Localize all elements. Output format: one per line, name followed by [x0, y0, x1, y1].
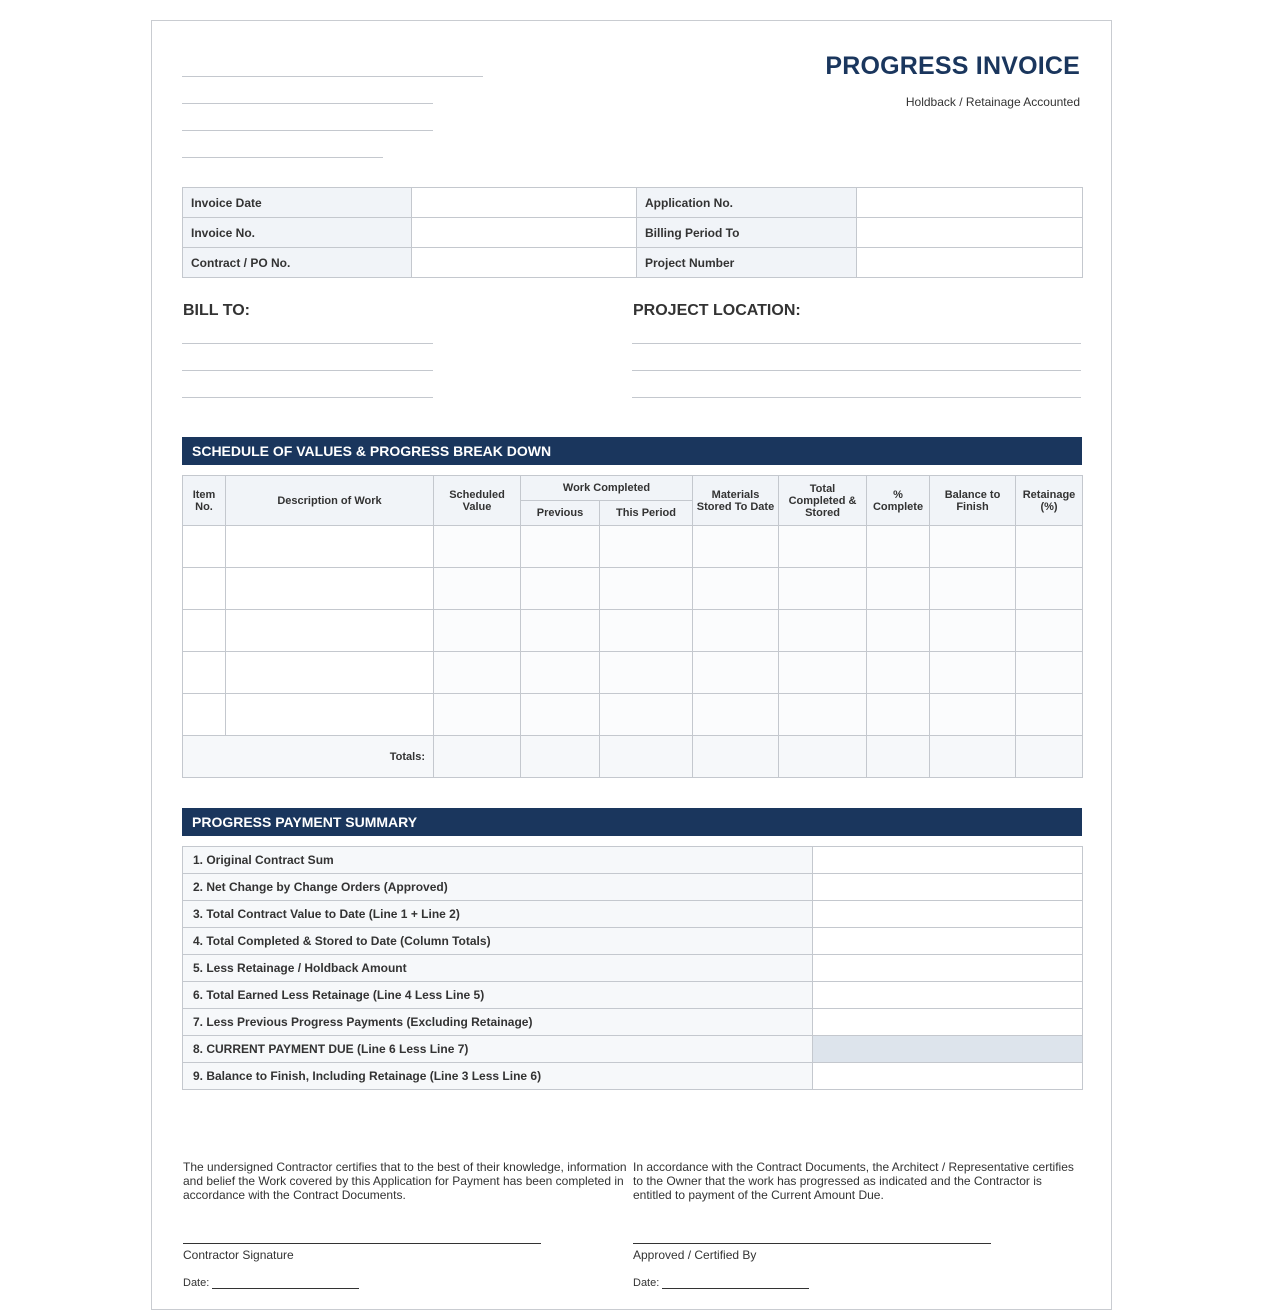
cell-previous[interactable]: [521, 694, 600, 736]
company-name-line[interactable]: [182, 76, 483, 77]
project-location-line-2[interactable]: [632, 370, 1081, 371]
summary-label: 5. Less Retainage / Holdback Amount: [183, 955, 813, 982]
invoice-info-table: [182, 187, 1083, 278]
info-label: Billing Period To: [637, 218, 857, 248]
total-retainage[interactable]: [1016, 736, 1083, 778]
table-row: [183, 526, 1083, 568]
info-field-invoice-date[interactable]: [412, 188, 637, 218]
cell-total-completed[interactable]: [779, 694, 867, 736]
summary-label: 3. Total Contract Value to Date (Line 1 + Line 2): [183, 901, 813, 928]
cell-previous[interactable]: [521, 610, 600, 652]
total-completed[interactable]: [779, 736, 867, 778]
col-previous: Previous: [521, 501, 600, 526]
total-percent-complete[interactable]: [867, 736, 930, 778]
cell-previous[interactable]: [521, 526, 600, 568]
cell-description[interactable]: [226, 568, 434, 610]
cell-this-period[interactable]: [600, 694, 693, 736]
summary-label: 4. Total Completed & Stored to Date (Column Totals): [183, 928, 813, 955]
info-label: Application No.: [637, 188, 857, 218]
cell-total-completed[interactable]: [779, 568, 867, 610]
info-label: Invoice Date: [183, 188, 412, 218]
document-title: PROGRESS INVOICE: [825, 52, 1080, 80]
cell-total-completed[interactable]: [779, 610, 867, 652]
col-retainage: Retainage (%): [1016, 476, 1083, 526]
cell-this-period[interactable]: [600, 610, 693, 652]
table-row: [183, 694, 1083, 736]
bill-to-line-1[interactable]: [182, 343, 433, 344]
table-row: [183, 610, 1083, 652]
total-this-period[interactable]: [600, 736, 693, 778]
cell-retainage[interactable]: [1016, 694, 1083, 736]
cell-total-completed[interactable]: [779, 526, 867, 568]
info-label: Project Number: [637, 248, 857, 278]
col-description: Description of Work: [226, 476, 434, 526]
cell-scheduled-value[interactable]: [434, 610, 521, 652]
cell-retainage[interactable]: [1016, 526, 1083, 568]
total-scheduled-value[interactable]: [434, 736, 521, 778]
company-address-line-2[interactable]: [182, 130, 433, 131]
contractor-signature-label: Contractor Signature: [183, 1248, 294, 1262]
totals-row: [183, 736, 1083, 778]
summary-label: 9. Balance to Finish, Including Retainage (Line 3 Less Line 6): [183, 1063, 813, 1090]
schedule-of-values-table: [182, 475, 1083, 778]
cell-materials-stored[interactable]: [693, 568, 779, 610]
approver-date-line[interactable]: [662, 1288, 809, 1289]
cell-percent-complete[interactable]: [867, 610, 930, 652]
summary-value-original-contract-sum[interactable]: [813, 847, 1083, 874]
col-total-completed: Total Completed & Stored: [779, 476, 867, 526]
cell-retainage[interactable]: [1016, 610, 1083, 652]
summary-label: 6. Total Earned Less Retainage (Line 4 Less Line 5): [183, 982, 813, 1009]
total-balance-to-finish[interactable]: [930, 736, 1016, 778]
cell-materials-stored[interactable]: [693, 652, 779, 694]
summary-value-total-contract-value[interactable]: [813, 901, 1083, 928]
document-subtitle: Holdback / Retainage Accounted: [905, 95, 1080, 109]
cell-balance-to-finish[interactable]: [930, 610, 1016, 652]
cell-percent-complete[interactable]: [867, 568, 930, 610]
summary-value-total-completed[interactable]: [813, 928, 1083, 955]
summary-row: [183, 955, 1083, 982]
cell-balance-to-finish[interactable]: [930, 526, 1016, 568]
cell-description[interactable]: [226, 610, 434, 652]
cell-percent-complete[interactable]: [867, 652, 930, 694]
cell-retainage[interactable]: [1016, 568, 1083, 610]
cell-item-no[interactable]: [183, 526, 226, 568]
info-row: [183, 218, 1083, 248]
bill-to-line-2[interactable]: [182, 370, 433, 371]
info-field-invoice-no[interactable]: [412, 218, 637, 248]
info-field-project-number[interactable]: [857, 248, 1083, 278]
summary-row: [183, 874, 1083, 901]
info-field-billing-period-to[interactable]: [857, 218, 1083, 248]
col-materials-stored: Materials Stored To Date: [693, 476, 779, 526]
total-materials-stored[interactable]: [693, 736, 779, 778]
project-location-line-1[interactable]: [632, 343, 1081, 344]
approver-signature-line[interactable]: [633, 1243, 991, 1244]
bill-to-line-3[interactable]: [182, 397, 433, 398]
cell-materials-stored[interactable]: [693, 526, 779, 568]
cell-scheduled-value[interactable]: [434, 526, 521, 568]
cell-materials-stored[interactable]: [693, 694, 779, 736]
summary-value-balance-to-finish[interactable]: [813, 1063, 1083, 1090]
cell-balance-to-finish[interactable]: [930, 568, 1016, 610]
bill-to-heading: BILL TO:: [183, 302, 250, 319]
col-balance-to-finish: Balance to Finish: [930, 476, 1016, 526]
summary-label: 1. Original Contract Sum: [183, 847, 813, 874]
cell-description[interactable]: [226, 652, 434, 694]
summary-row: [183, 847, 1083, 874]
summary-value-total-earned[interactable]: [813, 982, 1083, 1009]
approver-date-label: Date:: [633, 1277, 660, 1289]
project-location-heading: PROJECT LOCATION:: [633, 302, 801, 319]
info-row: [183, 188, 1083, 218]
summary-row: [183, 1063, 1083, 1090]
cell-balance-to-finish[interactable]: [930, 694, 1016, 736]
payment-summary-table: [182, 846, 1083, 1090]
info-row: [183, 248, 1083, 278]
approver-signature-label: Approved / Certified By: [633, 1248, 757, 1262]
total-previous[interactable]: [521, 736, 600, 778]
cell-scheduled-value[interactable]: [434, 652, 521, 694]
cell-materials-stored[interactable]: [693, 610, 779, 652]
cell-previous[interactable]: [521, 568, 600, 610]
summary-value-net-change[interactable]: [813, 874, 1083, 901]
summary-row: [183, 1009, 1083, 1036]
cell-previous[interactable]: [521, 652, 600, 694]
summary-row: [183, 928, 1083, 955]
cell-item-no[interactable]: [183, 568, 226, 610]
invoice-sheet: [151, 20, 1112, 1310]
summary-value-retainage[interactable]: [813, 955, 1083, 982]
cell-percent-complete[interactable]: [867, 694, 930, 736]
schedule-heading-bar: SCHEDULE OF VALUES & PROGRESS BREAK DOWN: [182, 437, 1082, 465]
info-label: Contract / PO No.: [183, 248, 412, 278]
col-work-completed: Work Completed: [521, 476, 693, 501]
info-label: Invoice No.: [183, 218, 412, 248]
cell-percent-complete[interactable]: [867, 526, 930, 568]
cell-item-no[interactable]: [183, 694, 226, 736]
summary-heading-bar: PROGRESS PAYMENT SUMMARY: [182, 808, 1082, 836]
cell-this-period[interactable]: [600, 652, 693, 694]
contractor-date-label: Date:: [183, 1277, 210, 1289]
contractor-signature-line[interactable]: [183, 1243, 541, 1244]
summary-value-current-payment-due[interactable]: [813, 1036, 1083, 1063]
project-location-line-3[interactable]: [632, 397, 1081, 398]
cell-item-no[interactable]: [183, 652, 226, 694]
cell-total-completed[interactable]: [779, 652, 867, 694]
contractor-date-line[interactable]: [212, 1288, 359, 1289]
architect-certification-text: In accordance with the Contract Documents, the Architect / Representative certifies to the Owner that the work has progressed as indicated and the Contractor is entitled to payment of the Current Amount Due.: [633, 1160, 1074, 1202]
summary-row: [183, 901, 1083, 928]
schedule-header-row: [183, 476, 1083, 501]
company-address-line-1[interactable]: [182, 103, 433, 104]
cell-balance-to-finish[interactable]: [930, 652, 1016, 694]
col-percent-complete: % Complete: [867, 476, 930, 526]
cell-scheduled-value[interactable]: [434, 694, 521, 736]
info-field-application-no[interactable]: [857, 188, 1083, 218]
cell-this-period[interactable]: [600, 568, 693, 610]
summary-row: [183, 1036, 1083, 1063]
table-row: [183, 568, 1083, 610]
summary-value-previous-payments[interactable]: [813, 1009, 1083, 1036]
col-scheduled-value: Scheduled Value: [434, 476, 521, 526]
cell-scheduled-value[interactable]: [434, 568, 521, 610]
col-item-no: Item No.: [183, 476, 226, 526]
info-field-contract-po-no[interactable]: [412, 248, 637, 278]
summary-label: 7. Less Previous Progress Payments (Excluding Retainage): [183, 1009, 813, 1036]
cell-item-no[interactable]: [183, 610, 226, 652]
table-row: [183, 652, 1083, 694]
totals-label: Totals:: [183, 736, 434, 778]
cell-this-period[interactable]: [600, 526, 693, 568]
cell-description[interactable]: [226, 526, 434, 568]
company-address-line-3[interactable]: [182, 157, 383, 158]
col-this-period: This Period: [600, 501, 693, 526]
summary-label: 8. CURRENT PAYMENT DUE (Line 6 Less Line 7): [183, 1036, 813, 1063]
summary-row: [183, 982, 1083, 1009]
cell-description[interactable]: [226, 694, 434, 736]
contractor-certification-text: The undersigned Contractor certifies that to the best of their knowledge, information and belief the Work covered by this Application for Payment has been completed in accordance with the Contract Documents.: [183, 1160, 627, 1202]
cell-retainage[interactable]: [1016, 652, 1083, 694]
summary-label: 2. Net Change by Change Orders (Approved): [183, 874, 813, 901]
